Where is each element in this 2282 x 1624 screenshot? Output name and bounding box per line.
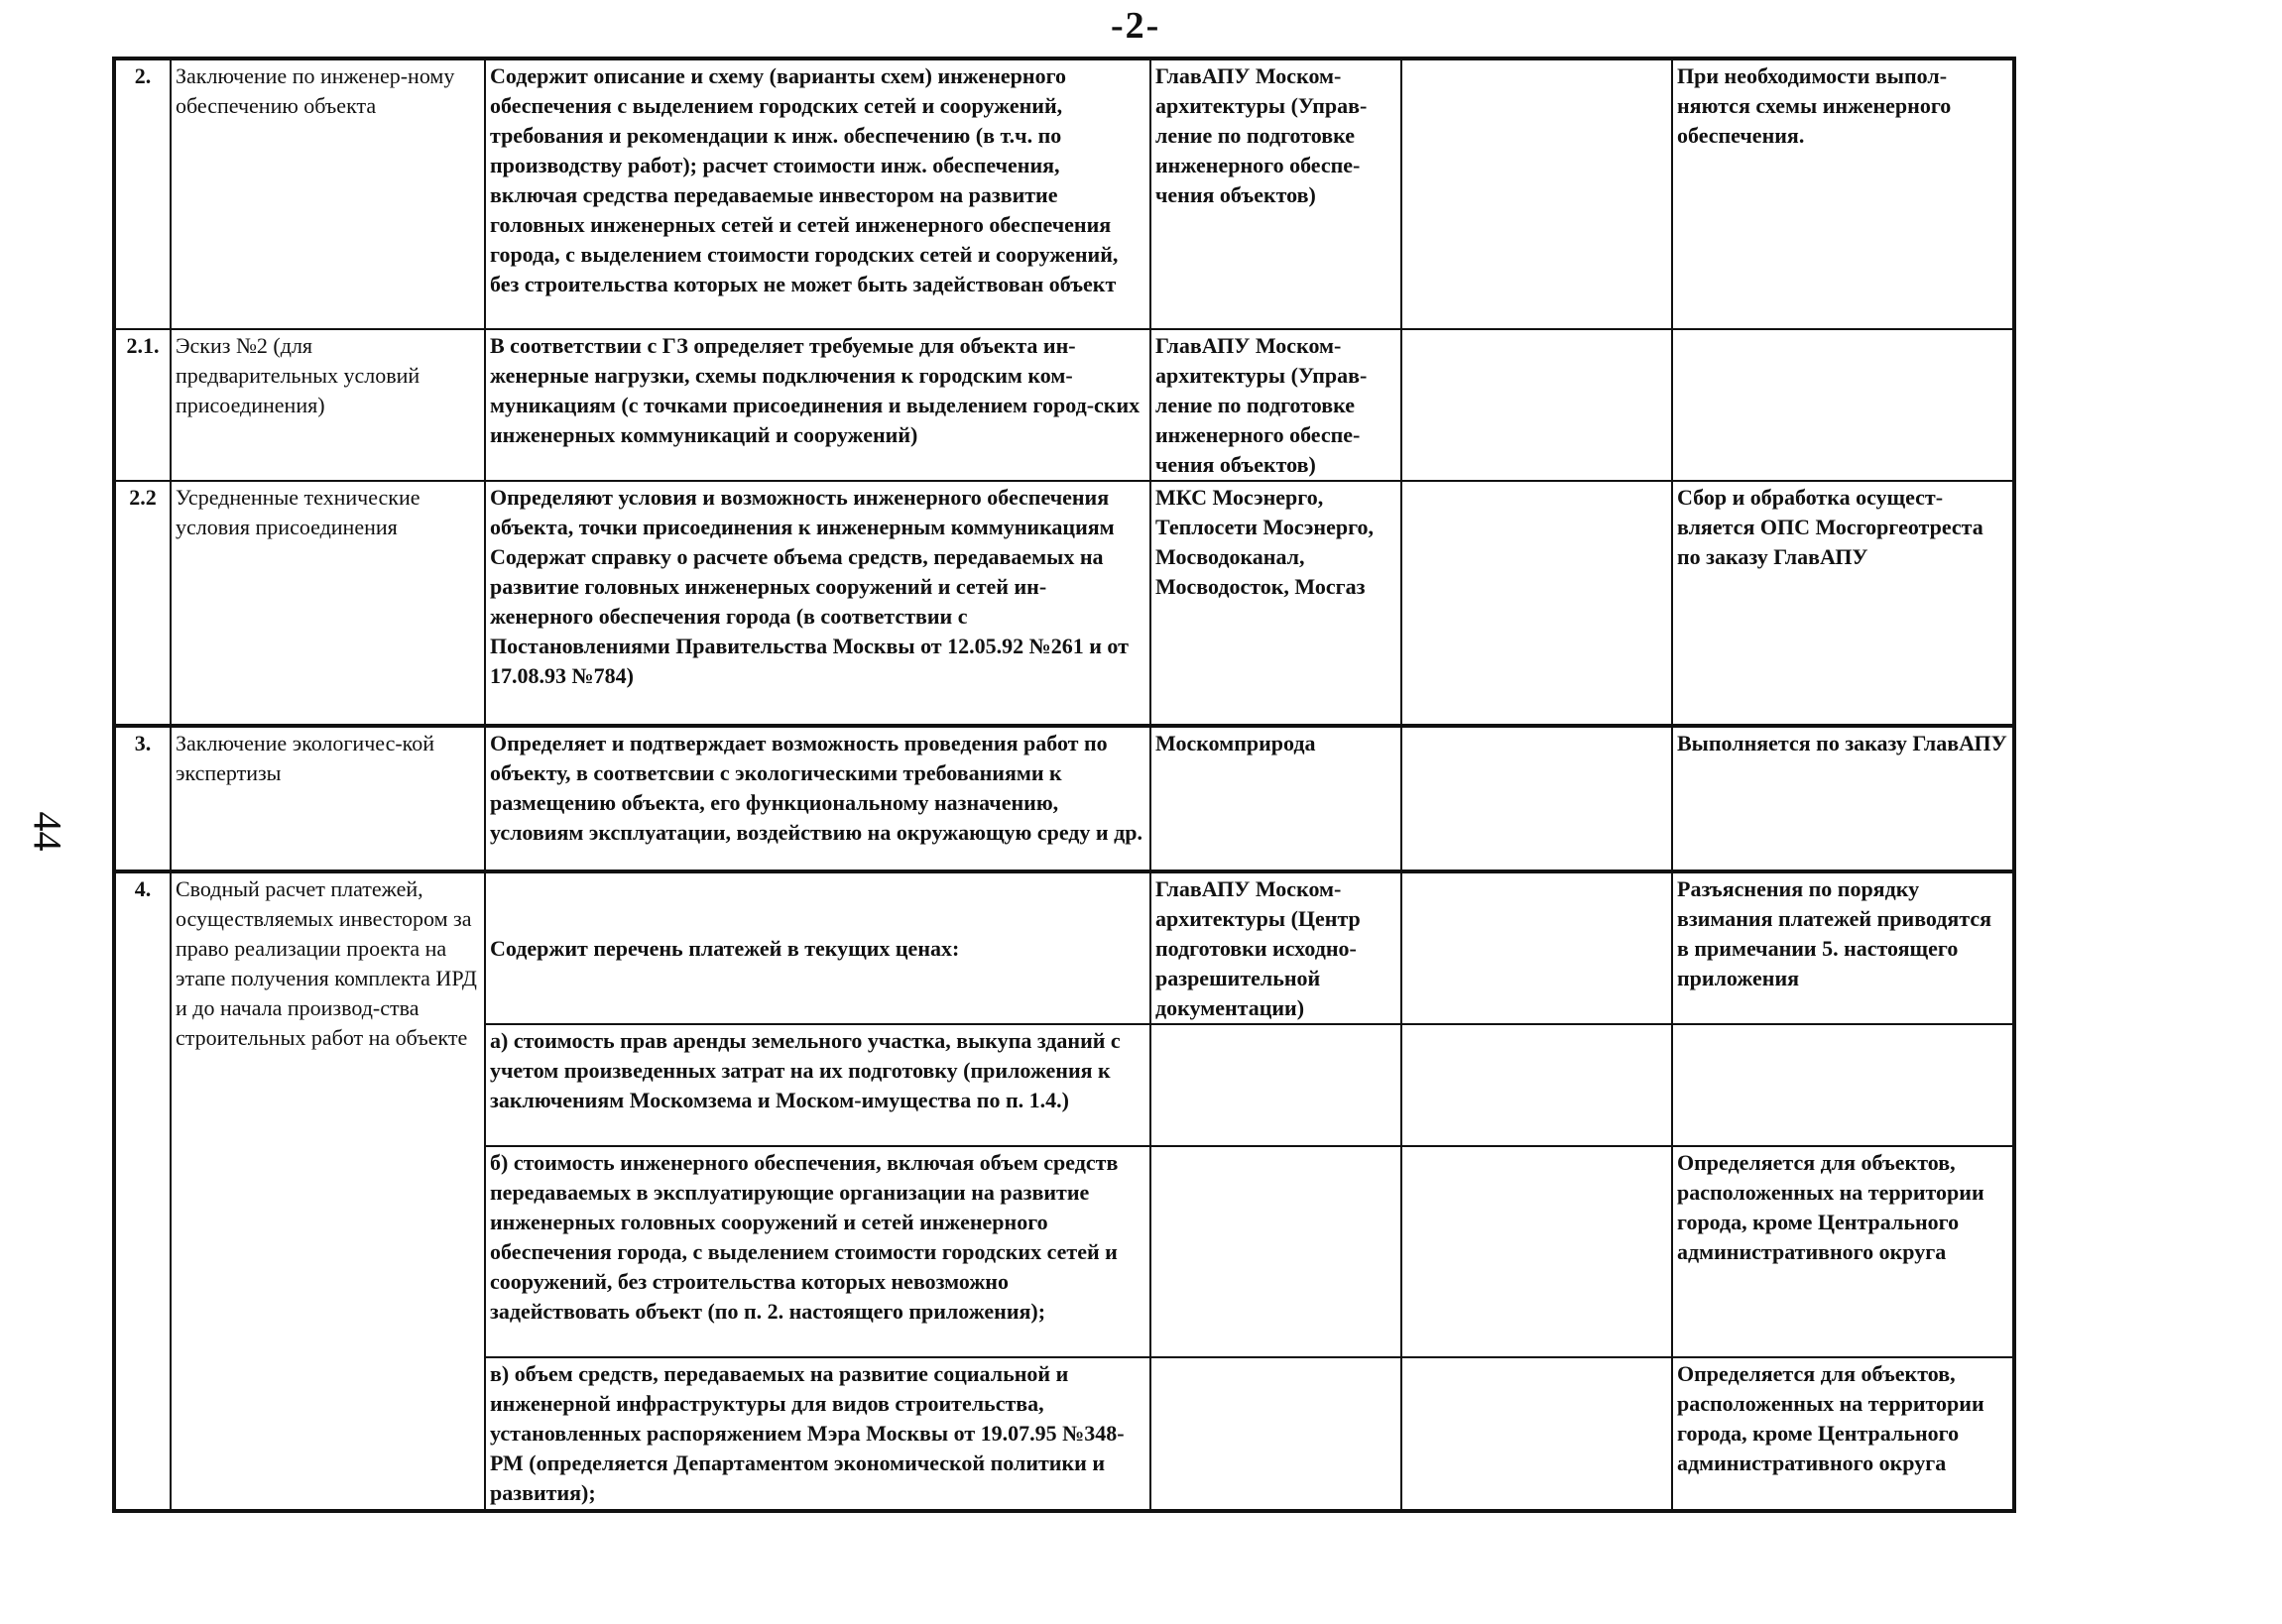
row-content-part: Содержат справку о расчете объема средств, передаваемых на развитие головных инженерных сооружений и сетей ин-женерного обеспечения города (в соответствии с Постановлениями Правительства Москвы от 12.05.92 №261 и от 17.08.93 №784): [490, 544, 1129, 688]
row-note: При необходимости выпол-няются схемы инженерного обеспечения.: [1672, 58, 2014, 329]
row-empty-cell: [1401, 1146, 1672, 1357]
row-note: Определяется для объектов, расположенных на территории города, кроме Центрального административного округа: [1672, 1146, 2014, 1357]
row-empty-cell: [1401, 1024, 1672, 1146]
row-empty-cell: [1401, 329, 1672, 481]
table-row: [114, 58, 2014, 329]
table-row: [114, 329, 2014, 481]
row-number: 3.: [114, 726, 171, 871]
row-organization: Москомприрода: [1150, 726, 1401, 871]
row-content: Содержит описание и схему (варианты схем) инженерного обеспечения с выделением городских сетей и сооружений, требования и рекомендации к инж. обеспечению (в т.ч. по производству работ); расчет стоимости инж. обеспечения, включая средства передаваемые инвестором на развитие головных инженерных сетей и сетей инженерного обеспечения города, с выделением стоимости городских сетей и сооружений, без строительства которых не может быть задействован объект: [485, 58, 1150, 329]
row-empty-cell: [1401, 58, 1672, 329]
row-note: [1672, 1024, 2014, 1146]
row-name: Заключение по инженер-ному обеспечению объекта: [171, 58, 485, 329]
row-organization: [1150, 1146, 1401, 1357]
row-organization: МКС Мосэнерго, Теплосети Мосэнерго, Мосводоканал, Мосводосток, Мосгаз: [1150, 481, 1401, 726]
row-note: Определяется для объектов, расположенных на территории города, кроме Центрального административного округа: [1672, 1357, 2014, 1511]
row-empty-cell: [1401, 871, 1672, 1024]
row-content: б) стоимость инженерного обеспечения, включая объем средств передаваемых в эксплуатирующие организации на развитие инженерных головных сооружений и сетей инженерного обеспечения города, с выделением стоимости городских сетей и сооружений, без строительства которых невозможно задействовать объект (по п. 2. настоящего приложения);: [485, 1146, 1150, 1357]
row-number: 4.: [114, 871, 171, 1511]
row-number: 2.1.: [114, 329, 171, 481]
row-name: Усредненные технические условия присоединения: [171, 481, 485, 726]
row-content: В соответствии с ГЗ определяет требуемые для объекта ин-женерные нагрузки, схемы подключения к городским ком-муникациям (с точками присоединения и выделением город-ских инженерных коммуникаций и сооружений): [485, 329, 1150, 481]
row-name: Эскиз №2 (для предварительных условий присоединения): [171, 329, 485, 481]
document-table: [112, 57, 2016, 1513]
table-row: [114, 481, 2014, 726]
row-organization: [1150, 1024, 1401, 1146]
row-empty-cell: [1401, 481, 1672, 726]
row-content: в) объем средств, передаваемых на развитие социальной и инженерной инфраструктуры для видов строительства, установленных распоряжением Мэра Москвы от 19.07.95 №348-РМ (определяется Департаментом экономической политики и развития);: [485, 1357, 1150, 1511]
row-content: а) стоимость прав аренды земельного участка, выкупа зданий с учетом произведенных затрат на их подготовку (приложения к заключениям Москомзема и Моском-имущества по п. 1.4.): [485, 1024, 1150, 1146]
row-organization: ГлавАПУ Моском-архитектуры (Управ-ление по подготовке инженерного обеспе-чения объектов): [1150, 58, 1401, 329]
row-content-part: Определяют условия и возможность инженерного обеспечения объекта, точки присоединения к инженерным коммуникациям: [490, 485, 1115, 539]
row-empty-cell: [1401, 1357, 1672, 1511]
table-row: [114, 726, 2014, 871]
row-note: Разъяснения по порядку взимания платежей приводятся в примечании 5. настоящего приложения: [1672, 871, 2014, 1024]
page-number: -2-: [1111, 5, 1161, 47]
row-content: Определяет и подтверждает возможность проведения работ по объекту, в соответсвии с экологическими требованиями к размещению объекта, его функциональному назначению, условиям эксплуатации, воздействию на окружающую среду и др.: [485, 726, 1150, 871]
row-name: Сводный расчет платежей, осуществляемых инвестором за право реализации проекта на этапе получения комплекта ИРД и до начала производ-ства строительных работ на объекте: [171, 871, 485, 1511]
row-number: 2.: [114, 58, 171, 329]
row-name: Заключение экологичес-кой экспертизы: [171, 726, 485, 871]
side-page-number: 44: [25, 811, 70, 852]
row-organization: ГлавАПУ Моском-архитектуры (Управ-ление по подготовке инженерного обеспе-чения объектов): [1150, 329, 1401, 481]
row-content: [485, 481, 1150, 726]
row-content: Содержит перечень платежей в текущих ценах:: [485, 871, 1150, 1024]
row-empty-cell: [1401, 726, 1672, 871]
row-number: 2.2: [114, 481, 171, 726]
table-row: [114, 871, 2014, 1024]
row-note: Сбор и обработка осущест-вляется ОПС Мосгоргеотреста по заказу ГлавАПУ: [1672, 481, 2014, 726]
row-organization: ГлавАПУ Моском-архитектуры (Центр подготовки исходно-разрешительной документации): [1150, 871, 1401, 1024]
row-note: [1672, 329, 2014, 481]
row-note: Выполняется по заказу ГлавАПУ: [1672, 726, 2014, 871]
row-organization: [1150, 1357, 1401, 1511]
